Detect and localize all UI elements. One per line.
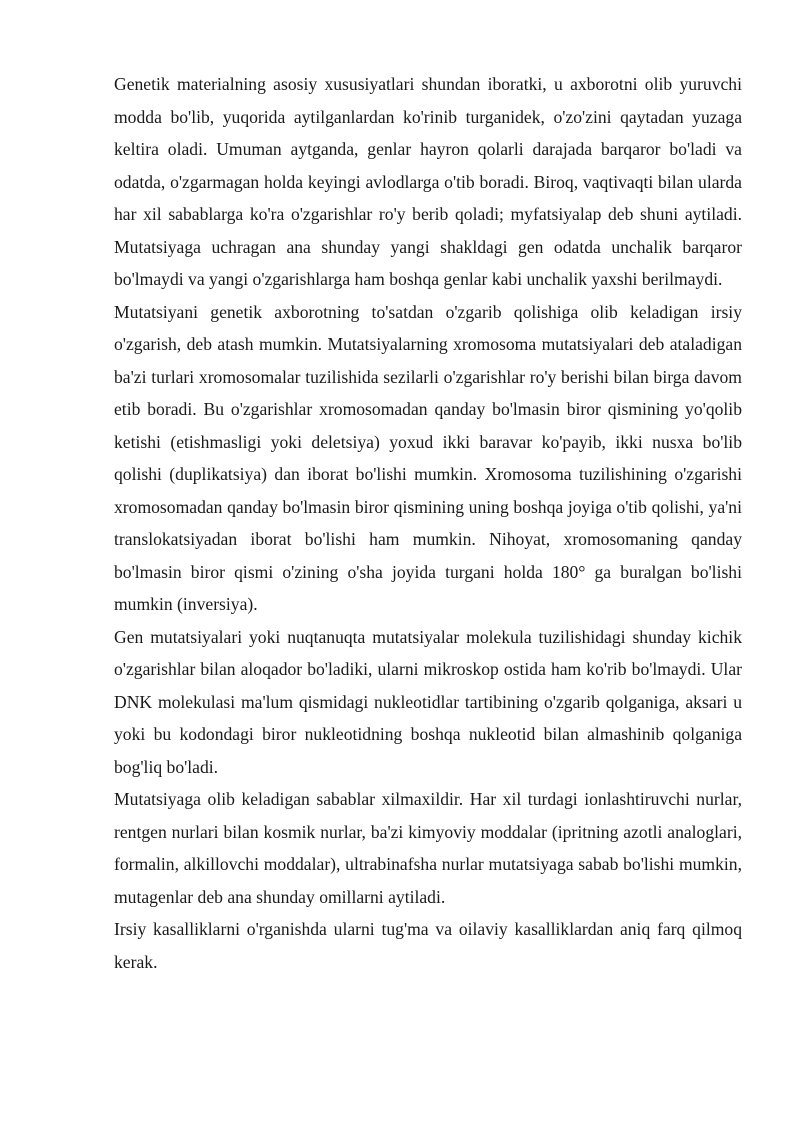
paragraph-mutation-causes: Mutatsiyaga olib keladigan sabablar xilmaxildir. Har xil turdagi ionlashtiruvchi nurlar, rentgen nurlari bilan kosmik nurlar, ba'zi kimyoviy moddalar (ipritning azotli analoglari, formalin, alkillovchi moddalar), ultrabinafsha nurlar mutatsiyaga sabab bo'lishi mumkin, mutagenlar deb ana shunday omillarni aytiladi. <box>114 789 742 907</box>
paragraph-gene-mutations: Gen mutatsiyalari yoki nuqtanuqta mutatsiyalar molekula tuzilishidagi shunday kichik o'zgarishlar bilan aloqador bo'ladiki, ularni mikroskop ostida ham ko'rib bo'lmaydi. Ular DNK molekulasi ma'lum qismidagi nukleotidlar tartibining o'zgarib qolganiga, aksari u yoki bu kodondagi biror nukleotidning boshqa nukleotid bilan almashinib qolganiga bog'liq bo'ladi. <box>114 626 742 777</box>
paragraph-mutation-definition: Mutatsiyani genetik axborotning to'satdan o'zgarib qolishiga olib keladigan irsiy o'zgarish, deb atash mumkin. Mutatsiyalarning xromosoma mutatsiyalari deb ataladigan ba'zi turlari xromosomalar tuzilishida sezilarli o'zgarishlar ro'y berishi bilan birga davom etib boradi. Bu o'zgarishlar xromosomadan qanday bo'lmasin biror qismining yo'qolib ketishi (etishmasligi yoki deletsiya) yoxud ikki baravar ko'payib, ikki nusxa bo'lib qolishi (duplikatsiya) dan iborat bo'lishi mumkin. Xromosoma tuzilishining o'zgarishi xromosomadan qanday bo'lmasin biror qismining uning boshqa joyiga o'tib qolishi, ya'ni translokatsiyadan iborat bo'lishi ham mumkin. Nihoyat, xromosomaning qanday bo'lmasin biror qismi o'zining o'sha joyida turgani holda 180° ga buralgan bo'lishi mumkin (inversiya). <box>114 301 742 614</box>
document-page <box>114 68 742 978</box>
paragraph-hereditary-diseases: Irsiy kasalliklarni o'rganishda ularni tug'ma va oilaviy kasalliklardan aniq farq qilmoq kerak. <box>114 919 742 972</box>
paragraph-genetic-material: Genetik materialning asosiy xususiyatlari shundan iboratki, u axborotni olib yuruvchi modda bo'lib, yuqorida aytilganlardan ko'rinib turganidek, o'zo'zini qaytadan yuzaga keltira oladi. Umuman aytganda, genlar hayron qolarli darajada barqaror bo'ladi va odatda, o'zgarmagan holda keyingi avlodlarga o'tib boradi. Biroq, vaqtivaqti bilan ularda har xil sabablarga ko'ra o'zgarishlar ro'y berib qoladi; myfatsiyalap deb shuni aytiladi. Mutatsiyaga uchragan ana shunday yangi shakldagi gen odatda unchalik barqaror bo'lmaydi va yangi o'zgarishlarga ham boshqa genlar kabi unchalik yaxshi berilmaydi. <box>114 74 742 289</box>
